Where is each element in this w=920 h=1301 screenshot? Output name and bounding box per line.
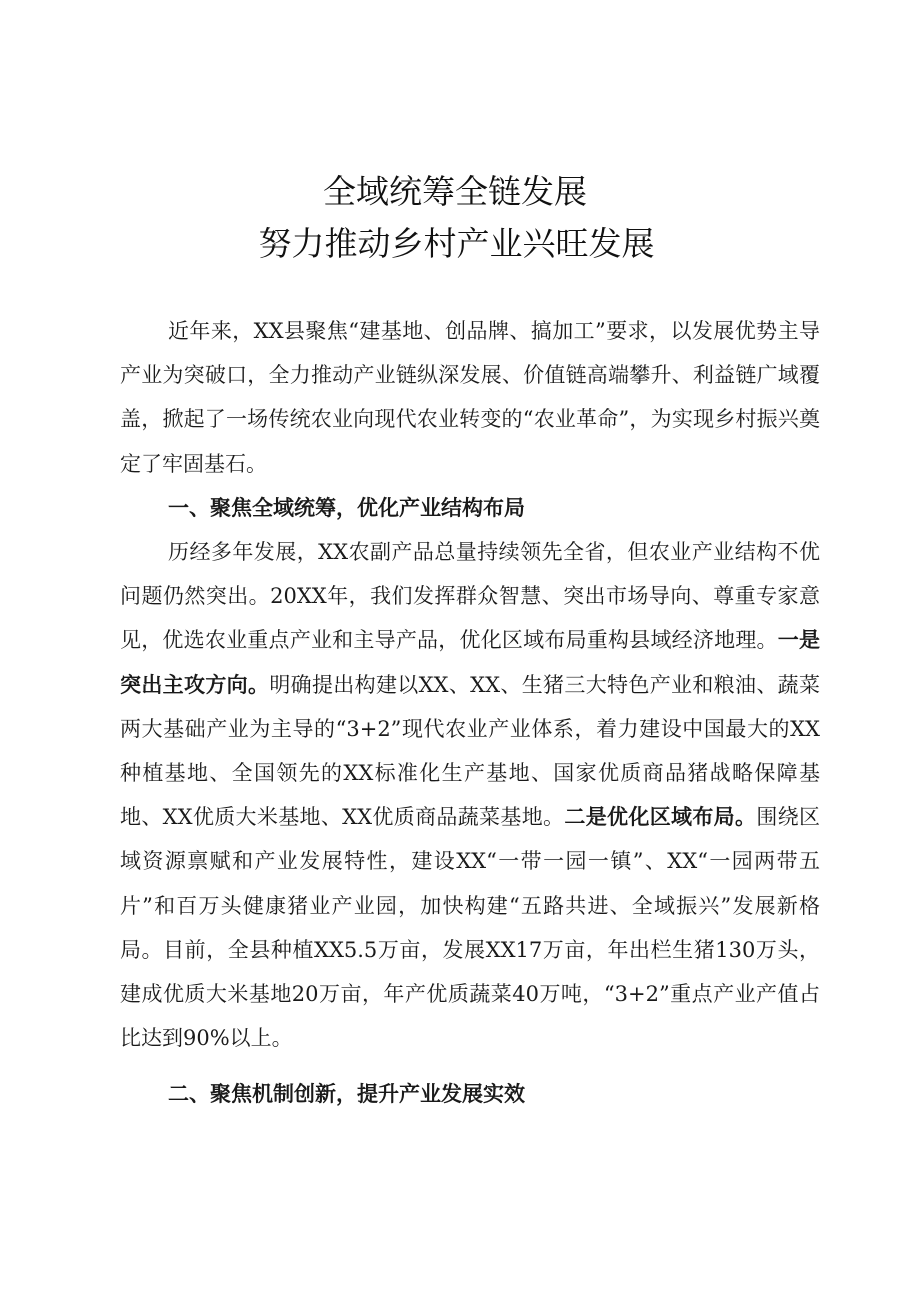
document-title [0, 166, 920, 270]
title-line-2: 努力推动乡村产业兴旺发展 [258, 224, 655, 263]
section-1-text-c: 围绕区域资源禀赋和产业发展特性，建设XX“一带一园一镇”、XX“一园两带五片”和百万头健康猪业产业园，加快构建“五路共进、全域振兴”发展新格局。目前，全县种植XX5.5万亩，发展XX17万亩，年出栏生猪130万头，建成优质大米基地20万亩，年产优质蔬菜40万吨，“3+2”重点产业产值占比达到90%以上。 [120, 805, 821, 1051]
section-1-text-b: 明确提出构建以XX、XX、生猪三大特色产业和粮油、蔬菜两大基础产业为主导的“3+2”现代农业产业体系，着力建设中国最大的XX种植基地、全国领先的XX标准化生产基地、国家优质商品猪战略保障基地、XX优质大米基地、XX优质商品蔬菜基地。 [120, 672, 820, 830]
document-body [120, 309, 820, 1117]
section-1-paragraph [120, 530, 820, 1060]
section-1-heading: 一、聚焦全域统筹，优化产业结构布局 [168, 494, 525, 520]
key-point-2: 二是优化区域布局。 [564, 804, 757, 830]
title-line-1: 全域统筹全链发展 [323, 172, 587, 211]
section-2-heading: 二、聚焦机制创新，提升产业发展实效 [168, 1081, 525, 1107]
key-point-1: 一是突出主攻方向。 [120, 627, 820, 697]
section-1-text-a: 历经多年发展，XX农副产品总量持续领先全省，但农业产业结构不优问题仍然突出。20XX年，我们发挥群众智慧、突出市场导向、尊重专家意见，优选农业重点产业和主导产品，优化区域布局重构县域经济地理。 [120, 540, 820, 653]
intro-paragraph: 近年来，XX县聚焦“建基地、创品牌、搞加工”要求，以发展优势主导产业为突破口，全力推动产业链纵深发展、价值链高端攀升、利益链广域覆盖，掀起了一场传统农业向现代农业转变的“农业革命”，为实现乡村振兴奠定了牢固基石。 [120, 319, 820, 476]
